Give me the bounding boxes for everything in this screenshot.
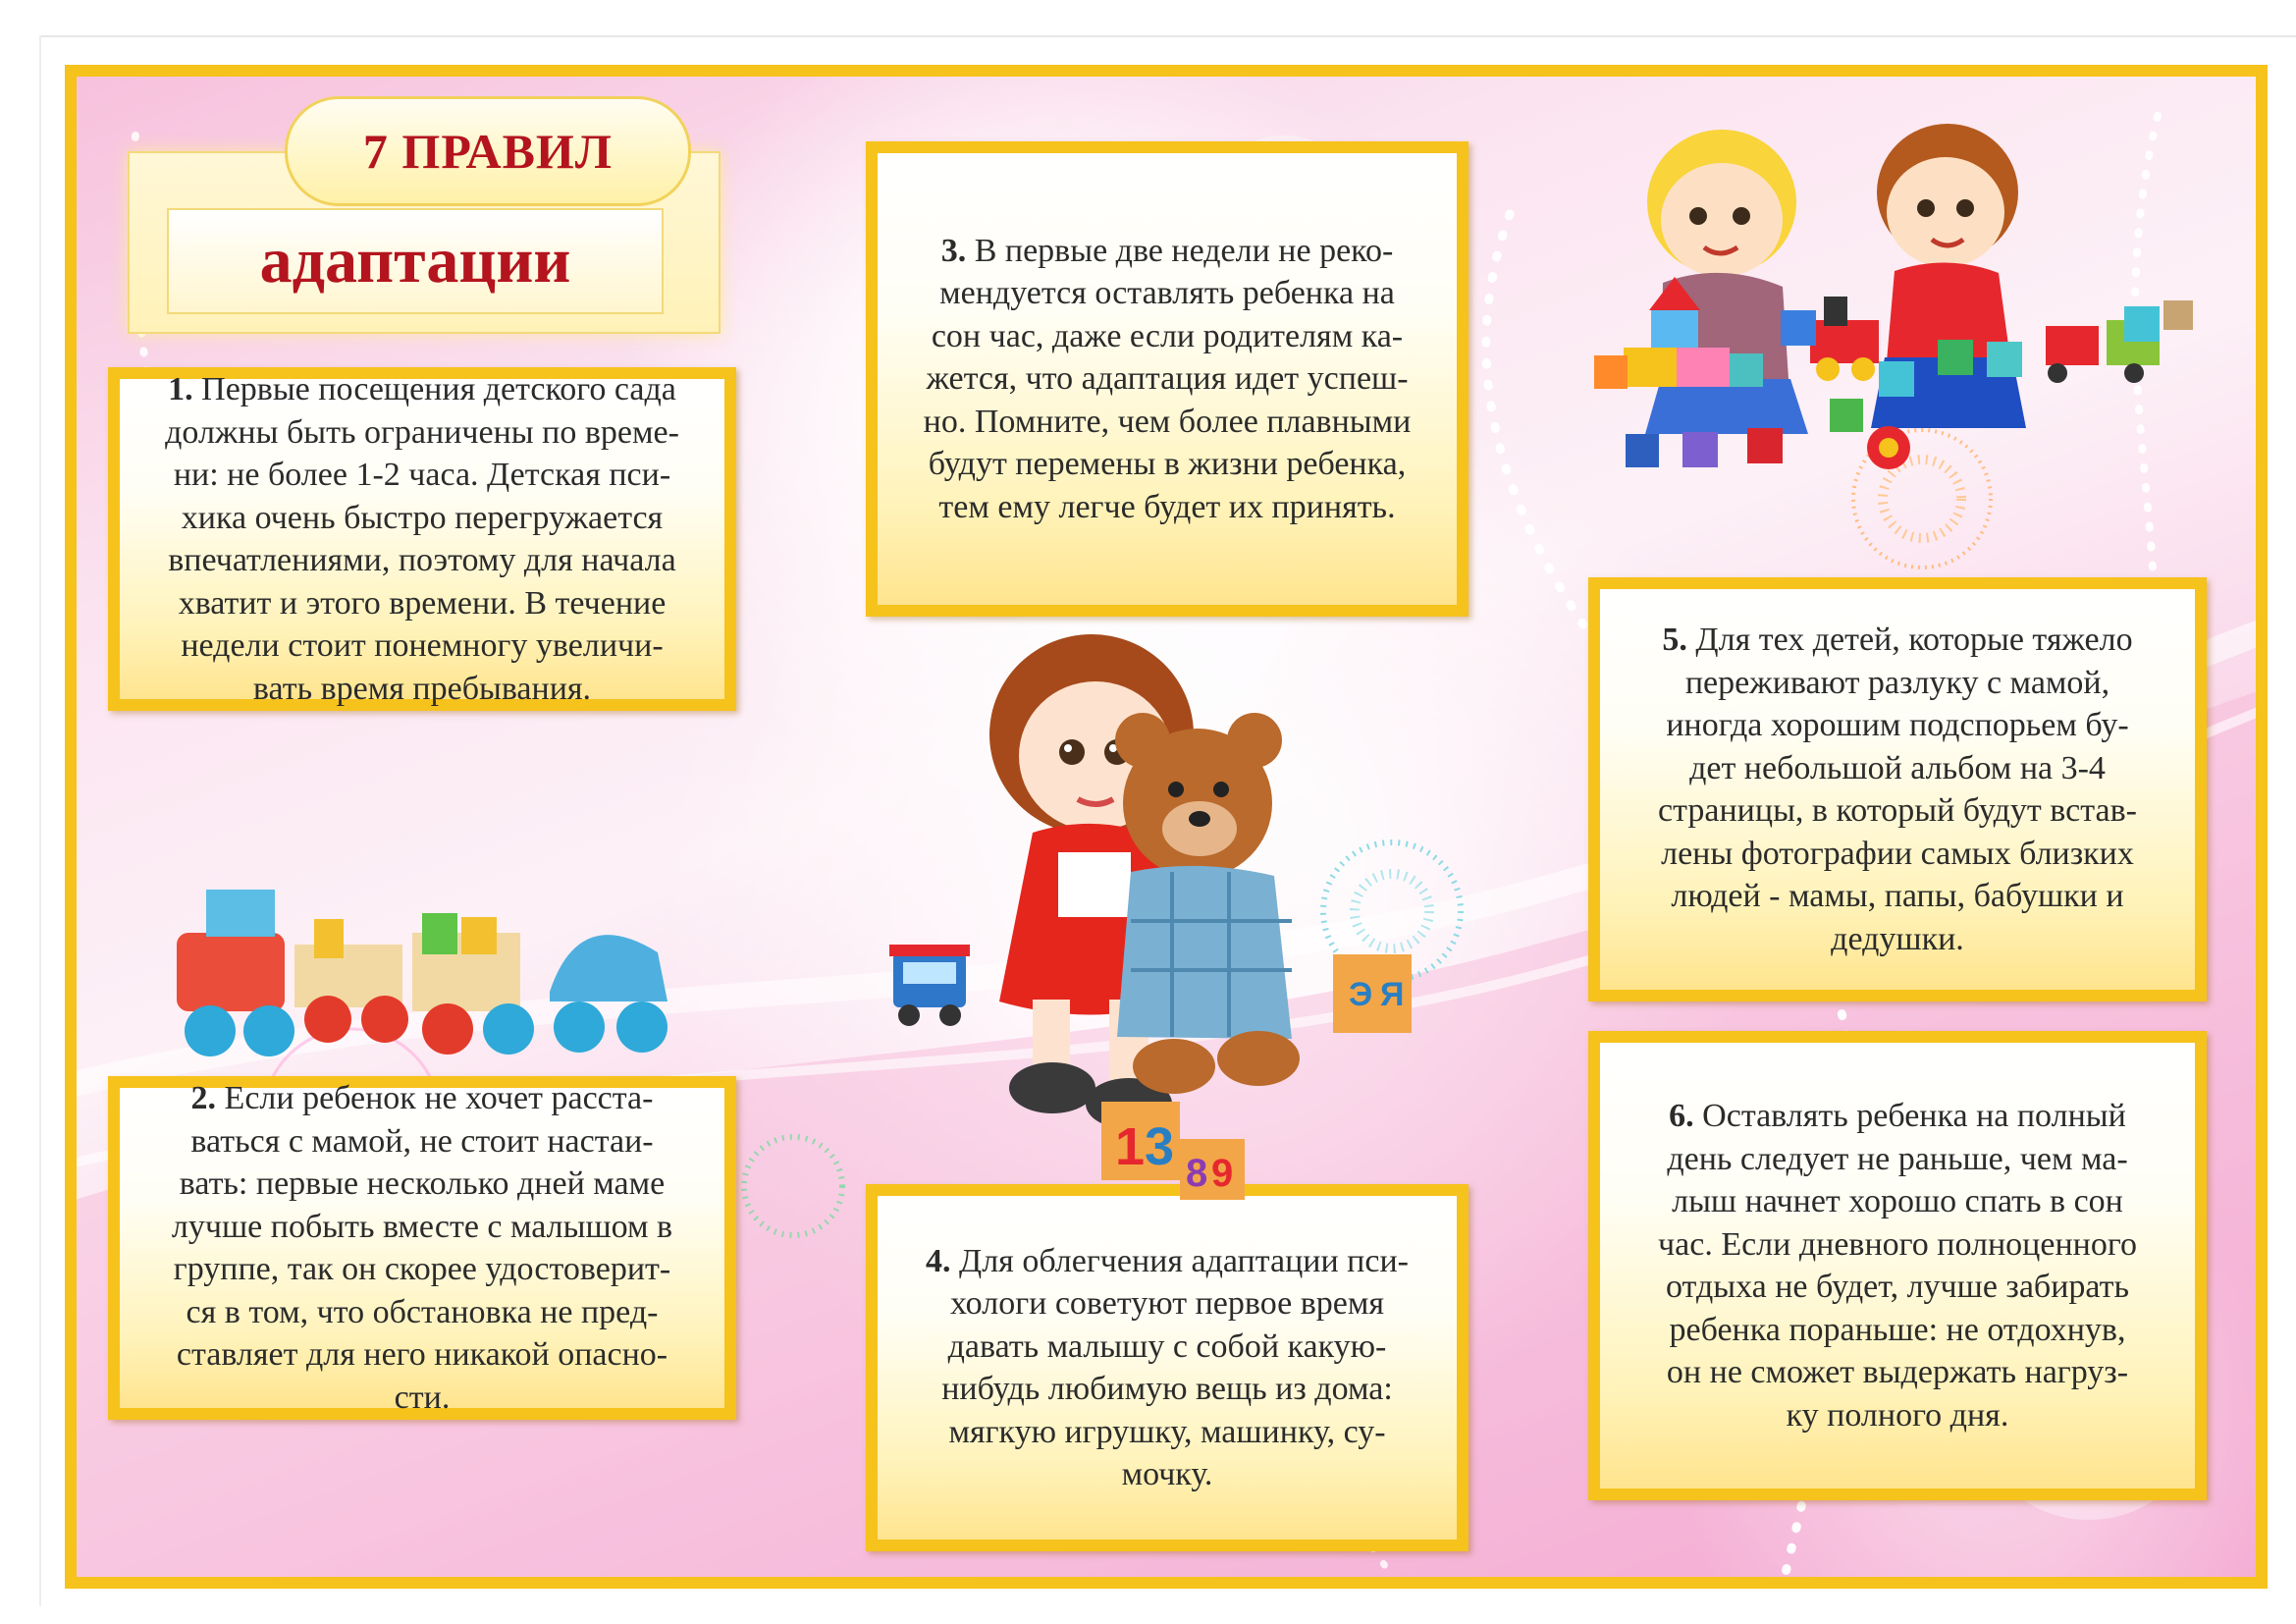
- rule-text-4: [926, 1240, 1409, 1496]
- rule-card-5: [1588, 577, 2207, 1001]
- rule-body-6: Оставлять ребенка на полный день следует не раньше, чем ма- лыш начнет хорошо спать в сон час. Если дневного полноценного отдыха не будет, лучше забирать ребенка пораньше: не отдохнув, он не сможет выдержать нагруз- ку полного дня.: [1658, 1098, 2137, 1434]
- block-digit-8: 8: [1186, 1152, 1208, 1195]
- rule-number-1: 1.: [168, 371, 193, 407]
- rule-card-4: [866, 1184, 1468, 1551]
- rule-text-6: [1658, 1095, 2137, 1436]
- cube-letter-ya: Я: [1380, 976, 1405, 1013]
- block-digit-3: 3: [1145, 1117, 1175, 1176]
- rule-body-3: В первые две недели не реко- мендуется оставлять ребенка на сон час, даже если родителям ка- жется, что адаптация идет успеш- но. Помните, чем более плавными будут перемены в жизни ребенка, тем ему легче будет их принять.: [923, 232, 1412, 525]
- rule-number-2: 2.: [190, 1080, 217, 1116]
- title-subpanel: [167, 208, 664, 314]
- cube-letter-e: Э: [1349, 976, 1373, 1013]
- title-line-2: адаптации: [259, 225, 571, 297]
- rule-card-1: [108, 367, 736, 711]
- title-pill: [285, 96, 691, 206]
- girl-with-teddy-illustration: [885, 626, 1445, 1206]
- rule-card-2: [108, 1076, 736, 1420]
- rule-card-3: [866, 141, 1468, 617]
- poster-frame: [65, 65, 2268, 1589]
- rule-text-1: [165, 368, 679, 710]
- rule-body-4: Для облегчения адаптации пси- хологи советуют первое время давать малышу с собой какую- нибудь любимую вещь из дома: мягкую игрушку, машинку, су- мочку.: [941, 1242, 1409, 1492]
- rule-body-2: Если ребенок не хочет расста- ваться с мамой, не стоит настаи- вать: первые несколько дней маме лучше побыть вместе с малышом в группе, так он скорее удостоверит- ся в том, что обстановка не пред- ставляет для него никакой опасно- сти.: [171, 1080, 673, 1416]
- rule-text-2: [172, 1077, 672, 1419]
- wooden-train-illustration: [167, 874, 697, 1070]
- block-digit-1: 1: [1115, 1117, 1146, 1176]
- rule-body-5: Для тех детей, которые тяжело переживают разлуку с мамой, иногда хорошим подспорьем бу- дет небольшой альбом на 3-4 страницы, в который будут встав- лены фотографии самых близких людей - мамы, папы, бабушки и дедушки.: [1658, 622, 2137, 957]
- rule-card-6: [1588, 1031, 2207, 1500]
- block-digit-9: 9: [1211, 1152, 1234, 1195]
- page-left-rule: [39, 35, 41, 1606]
- title-line-1: 7 ПРАВИЛ: [362, 124, 614, 179]
- rule-number-3: 3.: [940, 232, 967, 269]
- rule-text-5: [1658, 619, 2137, 960]
- rule-number-5: 5.: [1662, 622, 1687, 658]
- rule-body-1: Первые посещения детского сада должны быть ограничены по време- ни: не более 1-2 часа. Детская пси- хика очень быстро перегружается впечатлениями, поэтому для начала хватит и этого времени. В течение недели стоит понемногу увеличи- вать время пребывания.: [165, 371, 679, 707]
- boys-playing-illustration: [1555, 104, 2193, 585]
- rule-number-6: 6.: [1669, 1098, 1694, 1134]
- page-top-rule: [39, 35, 2296, 37]
- rule-number-4: 4.: [926, 1242, 951, 1279]
- rule-text-3: [924, 230, 1412, 529]
